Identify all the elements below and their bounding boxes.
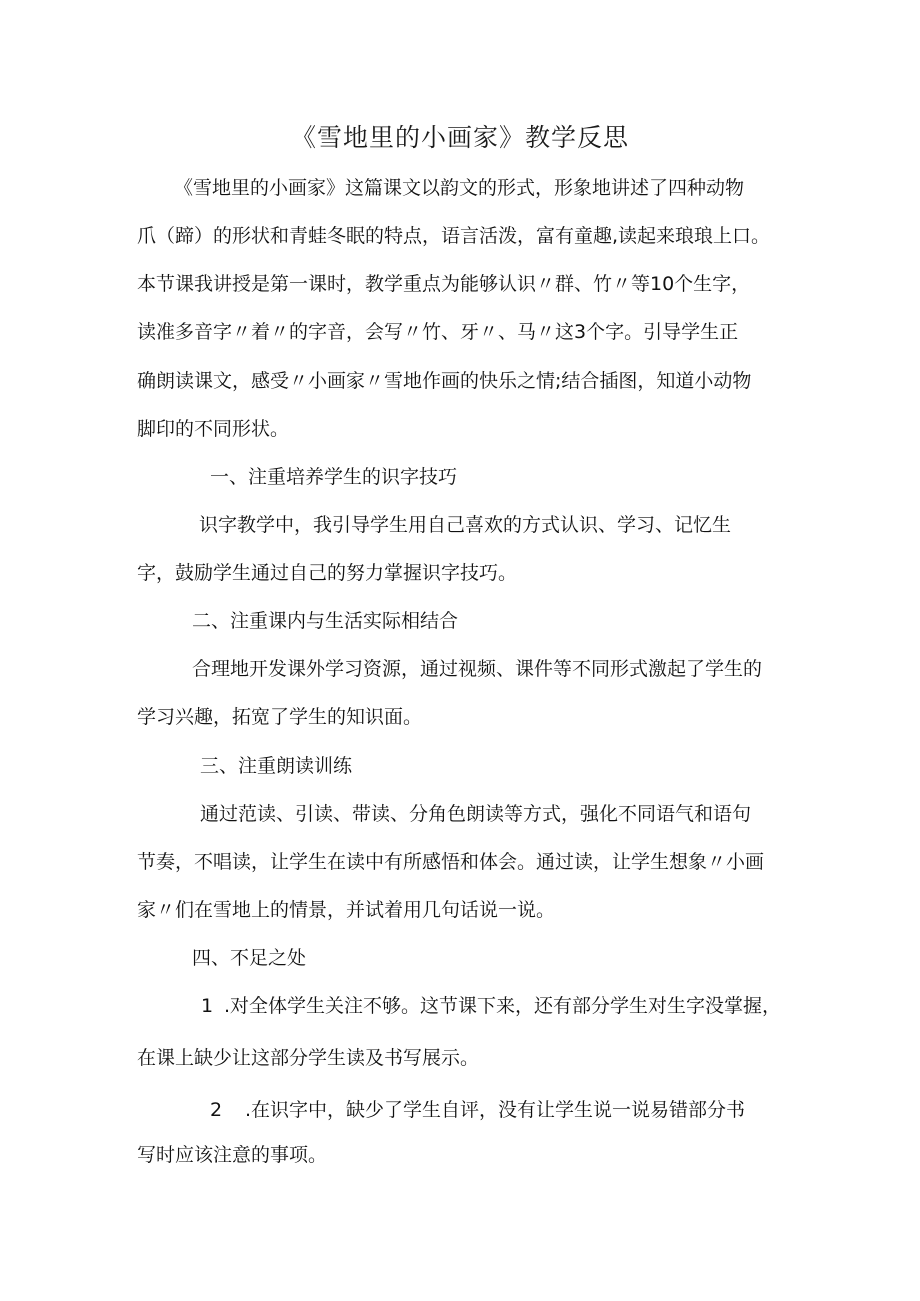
intro-line-4: 读准多音字〃着〃的字音，会写〃竹、牙〃、马〃这3个字。引导学生正: [137, 321, 739, 343]
shortcoming-1-line-1: .对全体学生关注不够。这节课下来，还有部分学生对生字没掌握，: [224, 995, 782, 1017]
section-3-line-2: 节奏，不唱读，让学生在读中有所感悟和体会。通过读，让学生想象〃小画: [137, 851, 765, 873]
shortcoming-2-number: 2: [210, 1099, 223, 1121]
intro-line-5: 确朗读课文，感受〃小画家〃雪地作画的快乐之情;结合插图，知道小动物: [137, 370, 752, 392]
shortcoming-2-line-1: .在识字中，缺少了学生自评，没有让学生说一说易错部分书: [245, 1099, 746, 1121]
section-3-line-3: 家〃们在雪地上的情景，并试着用几句话说一说。: [137, 899, 556, 921]
intro-line-1: 《雪地里的小画家》这篇课文以韵文的形式，形象地讲述了四种动物: [174, 177, 745, 199]
section-1-heading: 一、注重培养学生的识字技巧: [210, 466, 458, 488]
section-4-heading: 四、不足之处: [192, 947, 307, 969]
intro-line-2: 爪（蹄）的形状和青蛙冬眠的特点，语言活泼，富有童趣,读起来琅琅上口。: [137, 225, 771, 247]
section-1-line-2: 字，鼓励学生通过自己的努力掌握识字技巧。: [137, 562, 518, 584]
document-title: 《雪地里的小画家》教学反思: [290, 123, 629, 152]
section-3-heading: 三、注重朗读训练: [200, 755, 353, 777]
shortcoming-1-number: 1: [201, 995, 214, 1017]
section-2-heading: 二、注重课内与生活实际相结合: [192, 610, 459, 632]
intro-line-3: 本节课我讲授是第一课时，教学重点为能够认识〃群、竹〃等10个生字，: [137, 273, 751, 295]
shortcoming-2-line-2: 写时应该注意的事项。: [137, 1144, 328, 1166]
intro-line-6: 脚印的不同形状。: [137, 418, 290, 440]
section-1-line-1: 识字教学中，我引导学生用自己喜欢的方式认识、学习、记忆生: [199, 514, 732, 536]
shortcoming-1-line-2: 在课上缺少让这部分学生读及书写展示。: [137, 1047, 480, 1069]
section-2-line-1: 合理地开发课外学习资源，通过视频、课件等不同形式激起了学生的: [192, 658, 763, 680]
section-3-line-1: 通过范读、引读、带读、分角色朗读等方式，强化不同语气和语句: [200, 803, 752, 825]
section-2-line-2: 学习兴趣，拓宽了学生的知识面。: [137, 706, 423, 728]
